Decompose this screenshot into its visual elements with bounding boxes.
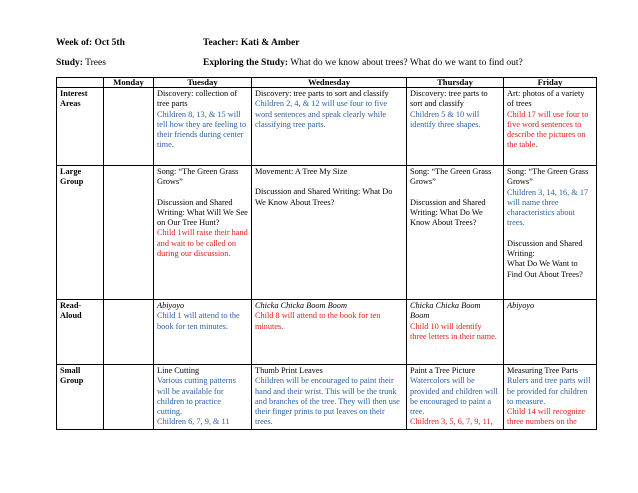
exploring-value: What do we know about trees? What do we want to find out? xyxy=(290,58,523,68)
cell-wednesday xyxy=(252,88,407,166)
cell-monday xyxy=(104,166,154,300)
cell-text: Song: “The Green Grass Grows” xyxy=(157,167,239,187)
column-header-wednesday: Wednesday xyxy=(252,78,407,88)
cell-thursday xyxy=(407,166,504,300)
cell-thursday xyxy=(407,365,504,430)
cell-text: Abiyoyo xyxy=(507,301,535,310)
cell-wednesday xyxy=(252,166,407,300)
cell-friday xyxy=(504,88,597,166)
row-label: Large Group xyxy=(57,166,104,300)
column-header-tuesday: Tuesday xyxy=(154,78,252,88)
cell-text: Child 17 will use four to five word sentences to describe the pictures on the table. xyxy=(507,109,589,150)
cell-text: Discussion and Shared Writing: What Will We See on Our Tree Hunt? xyxy=(157,197,248,228)
cell-text: Chicka Chicka Boom Boom xyxy=(410,301,481,321)
teacher-label: Teacher: xyxy=(203,38,239,48)
cell-text: What Do We Want to Find Out About Trees? xyxy=(507,259,583,279)
lesson-plan-table xyxy=(56,77,597,430)
cell-text: Child 14 will recognize three numbers on the xyxy=(507,407,586,427)
cell-tuesday xyxy=(154,88,252,166)
week-label: Week of: xyxy=(56,38,93,48)
cell-text: Line Cutting xyxy=(157,366,200,375)
cell-wednesday xyxy=(252,365,407,430)
cell-text: Art: photos of a variety of trees xyxy=(507,89,585,109)
cell-text: Discovery: tree parts to sort and classify xyxy=(255,89,389,98)
week-of-line xyxy=(56,38,125,48)
cell-text: Children 5 & 10 will identify three shapes. xyxy=(410,109,481,129)
cell-text: Song: “The Green Grass Grows” xyxy=(507,167,589,187)
cell-text: Children 2, 4, & 12 will use four to five word sentences and speak clearly while classifying tree parts. xyxy=(255,99,388,129)
paragraph-gap xyxy=(507,229,593,239)
paragraph-gap xyxy=(410,188,500,198)
column-header-friday: Friday xyxy=(504,78,597,88)
column-header-thursday: Thursday xyxy=(407,78,504,88)
cell-tuesday xyxy=(154,365,252,430)
exploring-label: Exploring the Study: xyxy=(203,58,288,68)
cell-text: Various cutting patterns will be available for children to practice cutting. xyxy=(157,376,236,417)
cell-text: Movement: A Tree My Size xyxy=(255,167,348,176)
paragraph-gap xyxy=(157,188,248,198)
cell-text: Chicka Chicka Boom Boom xyxy=(255,301,347,310)
cell-text: Child 8 will attend to the book for ten minutes. xyxy=(255,311,381,331)
teacher-line xyxy=(203,38,299,48)
table-row xyxy=(57,365,597,430)
exploring-line xyxy=(203,58,523,68)
column-header-corner xyxy=(57,78,104,88)
cell-monday xyxy=(104,300,154,365)
cell-text: Thumb Print Leaves xyxy=(255,366,323,375)
row-label: Small Group xyxy=(57,365,104,430)
cell-text: Abiyoyo xyxy=(157,301,185,310)
cell-text: Discussion and Shared Writing: What Do We Know About Trees? xyxy=(410,197,486,228)
column-header-monday: Monday xyxy=(104,78,154,88)
cell-thursday xyxy=(407,300,504,365)
paragraph-gap xyxy=(255,177,403,187)
cell-text: Discovery: tree parts to sort and classify xyxy=(410,89,488,109)
cell-text: Discovery: collection of tree parts xyxy=(157,89,238,109)
cell-text: Child 1 will attend to the book for ten minutes. xyxy=(157,311,240,331)
study-line xyxy=(56,58,106,68)
study-label: Study: xyxy=(56,58,83,68)
row-label: Read-Aloud xyxy=(57,300,104,365)
table-row xyxy=(57,88,597,166)
cell-text: Children 8, 13, & 15 will tell how they are feeling to their friends during center time. xyxy=(157,109,247,150)
cell-monday xyxy=(104,88,154,166)
cell-text: Child 10 will identify three letters in their name. xyxy=(410,321,497,341)
cell-text: Children 3, 5, 6, 7, 9, 11, xyxy=(410,417,493,427)
cell-text: Children 3, 14, 16, & 17 will name three characteristics about trees. xyxy=(507,187,589,228)
cell-text: Child 1will raise their hand and wait to be called on during our discussion. xyxy=(157,228,248,259)
row-label: Interest Areas xyxy=(57,88,104,166)
cell-wednesday xyxy=(252,300,407,365)
cell-monday xyxy=(104,365,154,430)
cell-friday xyxy=(504,166,597,300)
cell-text: Discussion and Shared Writing: What Do We Know About Trees? xyxy=(255,187,393,207)
cell-text: Children 6, 7, 9, & 11 xyxy=(157,417,230,427)
table-row xyxy=(57,166,597,300)
cell-tuesday xyxy=(154,166,252,300)
cell-friday xyxy=(504,365,597,430)
table-header-row xyxy=(57,78,597,88)
table-row xyxy=(57,300,597,365)
cell-friday xyxy=(504,300,597,365)
cell-text: Paint a Tree Picture xyxy=(410,366,476,375)
study-value: Trees xyxy=(85,58,106,68)
cell-text: Rulers and tree parts will be provided for children to measure. xyxy=(507,376,591,406)
teacher-value: Kati & Amber xyxy=(240,38,300,48)
week-value: Oct 5th xyxy=(94,38,125,48)
cell-text: Watercolors will be provided and children will be encouraged to paint a tree. xyxy=(410,376,498,417)
cell-text: Song: “The Green Grass Grows” xyxy=(410,167,492,187)
cell-tuesday xyxy=(154,300,252,365)
cell-text: Measuring Tree Parts xyxy=(507,366,578,375)
cell-text: Children will be encouraged to paint their hand and their wrist. This will be the trunk and branches of the tree. They will then use their finger prints to put leaves on their trees. xyxy=(255,376,400,427)
cell-thursday xyxy=(407,88,504,166)
cell-text: Discussion and Shared Writing: xyxy=(507,238,583,259)
